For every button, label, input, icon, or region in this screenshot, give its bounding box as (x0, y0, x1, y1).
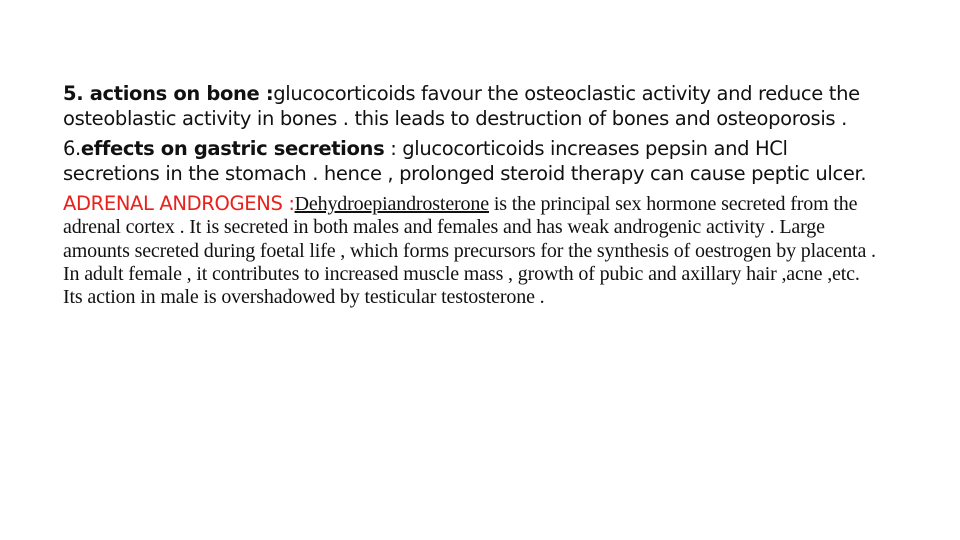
dhea-term: Dehydroepiandrosterone (294, 193, 489, 215)
paragraph-adrenal-androgens (63, 192, 883, 309)
gastric-effects-text: : glucocorticoids increases pepsin and HCl secretions in the stomach . hence , prolonged steroid therapy can cause peptic ulcer. (63, 137, 867, 185)
bone-actions-heading: 5. actions on bone : (63, 82, 274, 105)
gastric-effects-heading: effects on gastric secretions (80, 137, 385, 160)
adrenal-androgens-heading: ADRENAL ANDROGENS : (63, 192, 295, 215)
slide-content (63, 82, 883, 309)
adrenal-androgens-text: is the principal sex hormone secreted from the adrenal cortex . It is secreted in both males and females and has weak androgenic activity . Large amounts secreted during foetal life , which forms precursors for the synthesis of oestrogen by placenta . In adult female , it contributes to increased muscle mass , growth of pubic and axillary hair ,acne ,etc. Its action in male is overshadowed by testicular testosterone . (63, 193, 876, 309)
gastric-effects-number: 6. (63, 137, 81, 160)
bone-actions-text: glucocorticoids favour the osteoclastic activity and reduce the osteoblastic activity in bones . this leads to destruction of bones and osteoporosis . (63, 82, 860, 130)
paragraph-bone-actions (63, 82, 883, 131)
paragraph-gastric-effects (63, 137, 883, 186)
